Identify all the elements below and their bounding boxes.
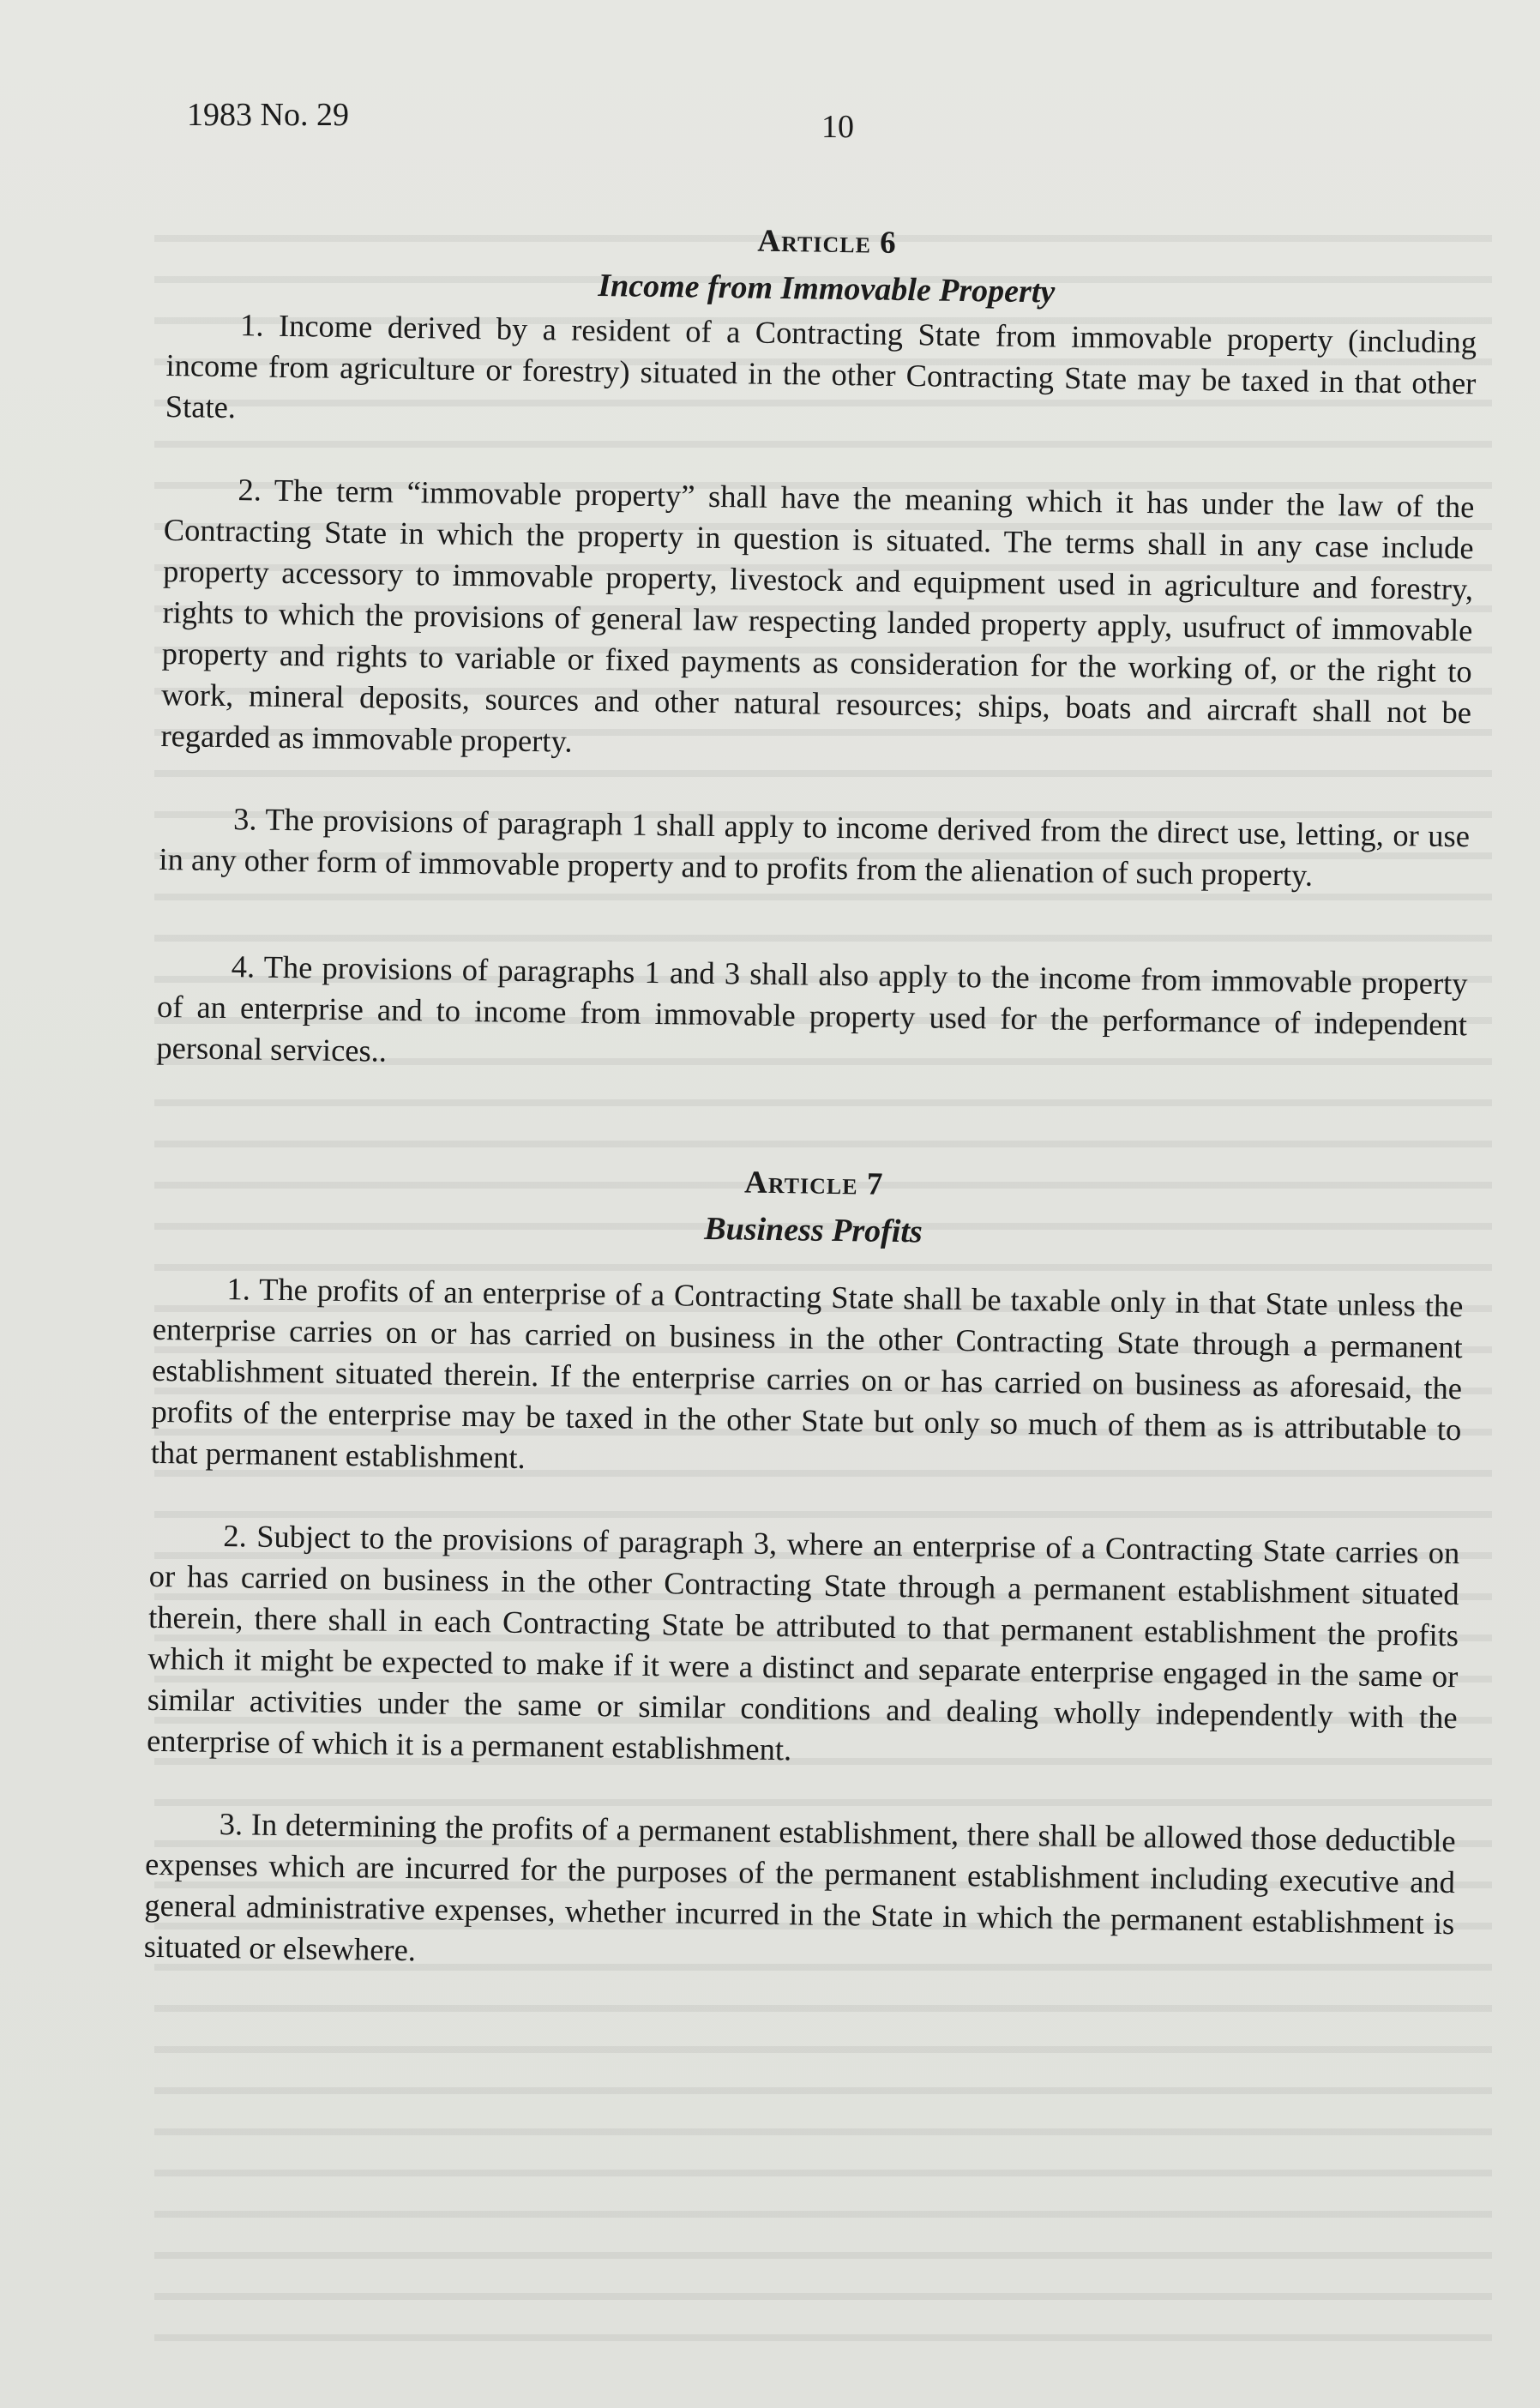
article-title: Business Profits [703,1210,923,1250]
page-body [143,213,1478,2026]
article-title: Income from Immovable Property [598,268,1056,310]
article-6 [156,213,1478,1087]
paragraph: 3. The provisions of paragraph 1 shall apply to income derived from the direct use, letting, or use in any other form of immovable property and to profits from the alienation of such property. [159,801,1471,893]
page-header [187,96,1473,147]
paragraph: 4. The provisions of paragraphs 1 and 3 shall also apply to the income from immovable property of an enterprise and to income from immovable property used for the performance of independent personal services.. [156,948,1468,1069]
paragraph: 1. Income derived by a resident of a Contracting State from immovable property (including income from agriculture or forestry) situated in the other Contracting State may be taxed in that other State. [165,307,1477,425]
paragraph: 3. In determining the profits of a permanent establishment, there shall be allowed those deductible expenses which are incurred for the purposes of the permanent establishment including executive and general administrative expenses, whether incurred in the State in which the permanent establishment is situated or elsewhere. [143,1806,1456,1968]
document-identifier: 1983 No. 29 [187,97,349,133]
article-heading: Article 7 [743,1165,884,1202]
article-7 [143,1154,1465,1985]
paragraph: 2. The term “immovable property” shall have the meaning which it has under the law of the Contracting State in which the property in question is situated. The terms shall in any case include property accessory to immovable property, livestock and equipment used in agriculture and forestry, rights to which the provisions of general law respecting landed property apply, usufruct of immovable property and rights to variable or fixed payments as consideration for the working of, or the right to work, mineral deposits, sources and other natural resources; ships, boats and aircraft shall not be regarded as immovable property. [160,472,1475,759]
page-number: 10 [821,109,854,145]
article-heading: Article 6 [757,223,898,261]
paragraph: 2. Subject to the provisions of paragraph 3, where an enterprise of a Contracting State carries on or has carried on business in the other Contracting State through a permanent establishment situated therein, there shall in each Contracting State be attributed to that permanent establishment the profits which it might be expected to make if it were a distinct and separate enterprise engaged in the same or similar activities under the same or similar conditions and dealing wholly independently with the enterprise of which it is a permanent establishment. [146,1518,1460,1767]
paragraph: 1. The profits of an enterprise of a Contracting State shall be taxable only in that State unless the enterprise carries on or has carried on business in the other Contracting State through a permanent establishment situated therein. If the enterprise carries on or has carried on business as aforesaid, the profits of the enterprise may be taxed in the other State but only so much of them as is attributable to that permanent establishment. [150,1271,1464,1475]
